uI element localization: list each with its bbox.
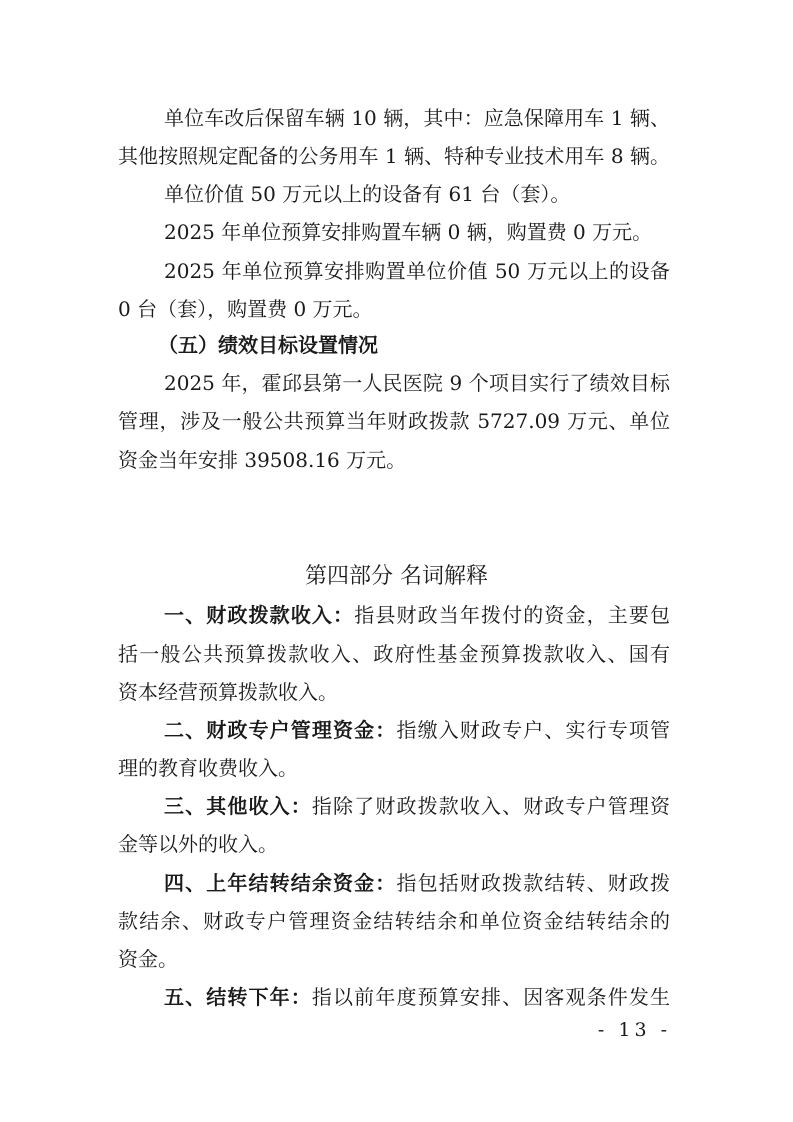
text-line [164,711,670,749]
text-line: 资本经营预算拨款收入。 [118,680,338,704]
page-number: - 13 - [597,1019,671,1041]
text-line [164,864,670,902]
text-line: 单位车改后保留车辆 10 辆，其中：应急保障用车 1 辆、 [164,106,670,130]
term-definition: 指缴入财政专户、实行专项管 [396,718,671,742]
text-line: 资金。 [118,947,178,971]
text-line: 理的教育收费收入。 [118,756,298,780]
term-label: 二、财政专户管理资金： [164,718,397,742]
part-title: 第四部分 名词解释 [305,564,488,589]
text-line: 括一般公共预算拨款收入、政府性基金预算拨款收入、国有 [118,642,670,666]
text-line: 金等以外的收入。 [118,832,278,856]
term-definition: 指以前年度预算安排、因客观条件发生 [311,985,671,1009]
term-label: 四、上年结转结余资金： [164,871,397,895]
term-label: 三、其他收入： [164,794,312,818]
text-line [164,787,670,825]
text-line: 管理，涉及一般公共预算当年财政拨款 5727.09 万元、单位 [118,409,670,433]
text-line: 资金当年安排 39508.16 万元。 [118,448,407,472]
term-definition: 指包括财政拨款结转、财政拨 [396,871,671,895]
term-label: 五、结转下年： [164,985,312,1009]
text-line [164,978,670,1016]
term-definition: 指除了财政拨款收入、财政专户管理资 [311,794,671,818]
text-line: 款结余、财政专户管理资金结转结余和单位资金结转结余的 [118,909,670,933]
text-line [164,596,670,634]
text-line: 单位价值 50 万元以上的设备有 61 台（套）。 [164,182,571,206]
text-line: 2025 年单位预算安排购置单位价值 50 万元以上的设备 [164,259,670,283]
text-line: 其他按照规定配备的公务用车 1 辆、特种专业技术用车 8 辆。 [118,144,670,168]
section-heading: （五）绩效目标设置情况 [158,333,378,357]
term-label: 一、财政拨款收入： [164,603,355,627]
text-line: 2025 年单位预算安排购置车辆 0 辆，购置费 0 万元。 [164,220,653,244]
term-definition: 指县财政当年拨付的资金，主要包 [354,603,671,627]
text-line: 0 台（套），购置费 0 万元。 [118,297,373,321]
text-line: 2025 年，霍邱县第一人民医院 9 个项目实行了绩效目标 [164,371,670,395]
